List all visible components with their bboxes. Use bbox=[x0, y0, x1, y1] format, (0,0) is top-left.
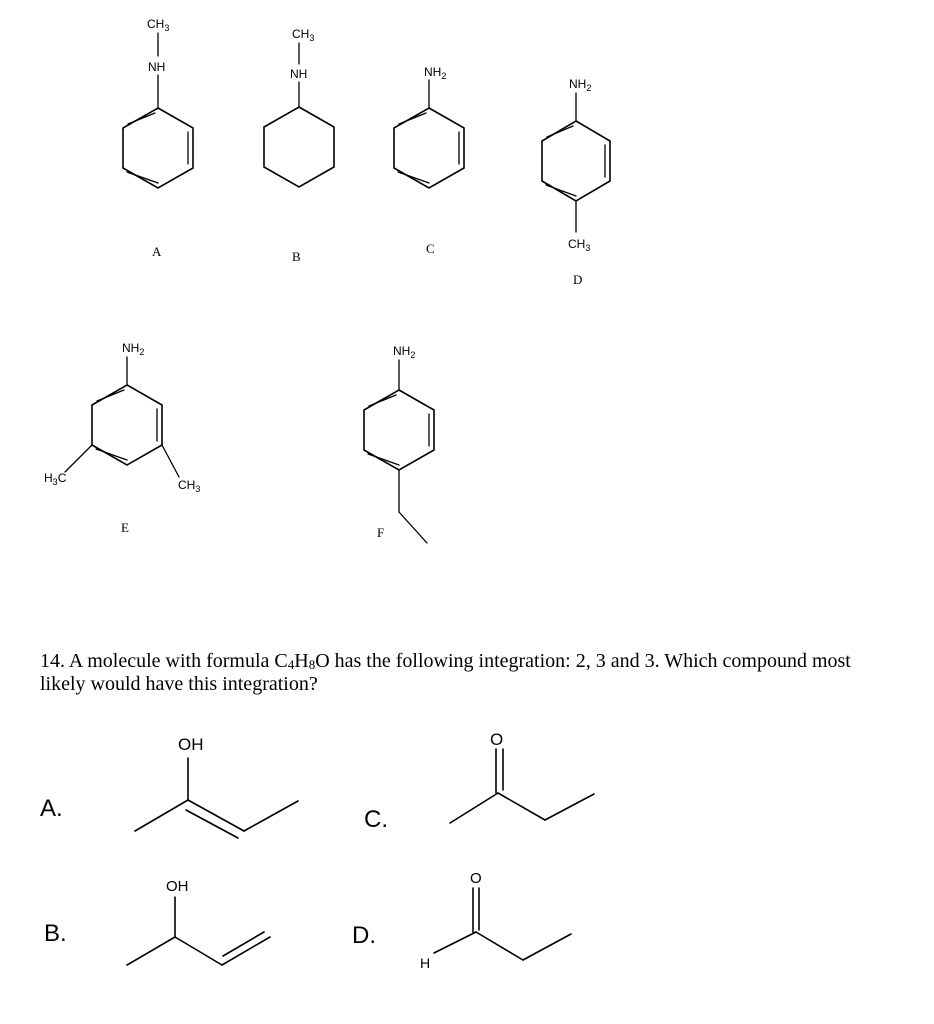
molecule-e-left-methyl: $H_3C$ bbox=[44, 471, 67, 487]
molecule-f bbox=[364, 344, 434, 543]
molecule-b-methyl: $CH_3$ bbox=[292, 27, 315, 43]
molecule-c bbox=[394, 65, 464, 256]
option-d-oxygen: O bbox=[470, 870, 482, 887]
option-b-hydroxyl: OH bbox=[166, 878, 189, 895]
molecule-e bbox=[44, 341, 200, 535]
option-b bbox=[44, 878, 270, 965]
option-d-hydrogen: H bbox=[420, 955, 431, 971]
molecule-b-label: B bbox=[292, 249, 301, 264]
question-14-text: 14. A molecule with formula $C_4H_8O$ has the following integration: 2, 3 and 3. Which compound most likely would have this integration? bbox=[40, 650, 851, 695]
molecule-a-amine: NH bbox=[148, 60, 166, 74]
option-c bbox=[364, 730, 594, 833]
option-c-label: C. bbox=[364, 806, 388, 833]
option-a bbox=[40, 735, 298, 838]
molecule-d bbox=[542, 77, 610, 287]
molecule-e-amine: $NH_2$ bbox=[122, 341, 145, 357]
molecule-a-methyl: $CH_3$ bbox=[147, 17, 170, 33]
molecule-c-label: C bbox=[426, 241, 435, 256]
option-d-label: D. bbox=[352, 922, 376, 949]
molecule-e-label: E bbox=[121, 520, 129, 535]
molecule-b-amine: NH bbox=[290, 67, 308, 81]
option-b-label: B. bbox=[44, 920, 67, 947]
molecule-d-label: D bbox=[573, 272, 583, 287]
molecule-a-label: A bbox=[152, 244, 162, 259]
molecule-b bbox=[264, 27, 334, 264]
option-c-oxygen: O bbox=[490, 730, 504, 749]
molecule-d-amine: $NH_2$ bbox=[569, 77, 592, 93]
molecule-a bbox=[123, 17, 193, 259]
option-a-label: A. bbox=[40, 795, 63, 822]
molecule-d-methyl: $CH_3$ bbox=[568, 237, 591, 253]
molecule-f-amine: $NH_2$ bbox=[393, 344, 416, 360]
molecule-f-label: F bbox=[377, 525, 385, 540]
molecule-c-amine: $NH_2$ bbox=[424, 65, 447, 81]
option-d bbox=[352, 870, 571, 971]
molecule-e-right-methyl: $CH_3$ bbox=[178, 478, 201, 494]
option-a-hydroxyl: OH bbox=[178, 735, 204, 754]
